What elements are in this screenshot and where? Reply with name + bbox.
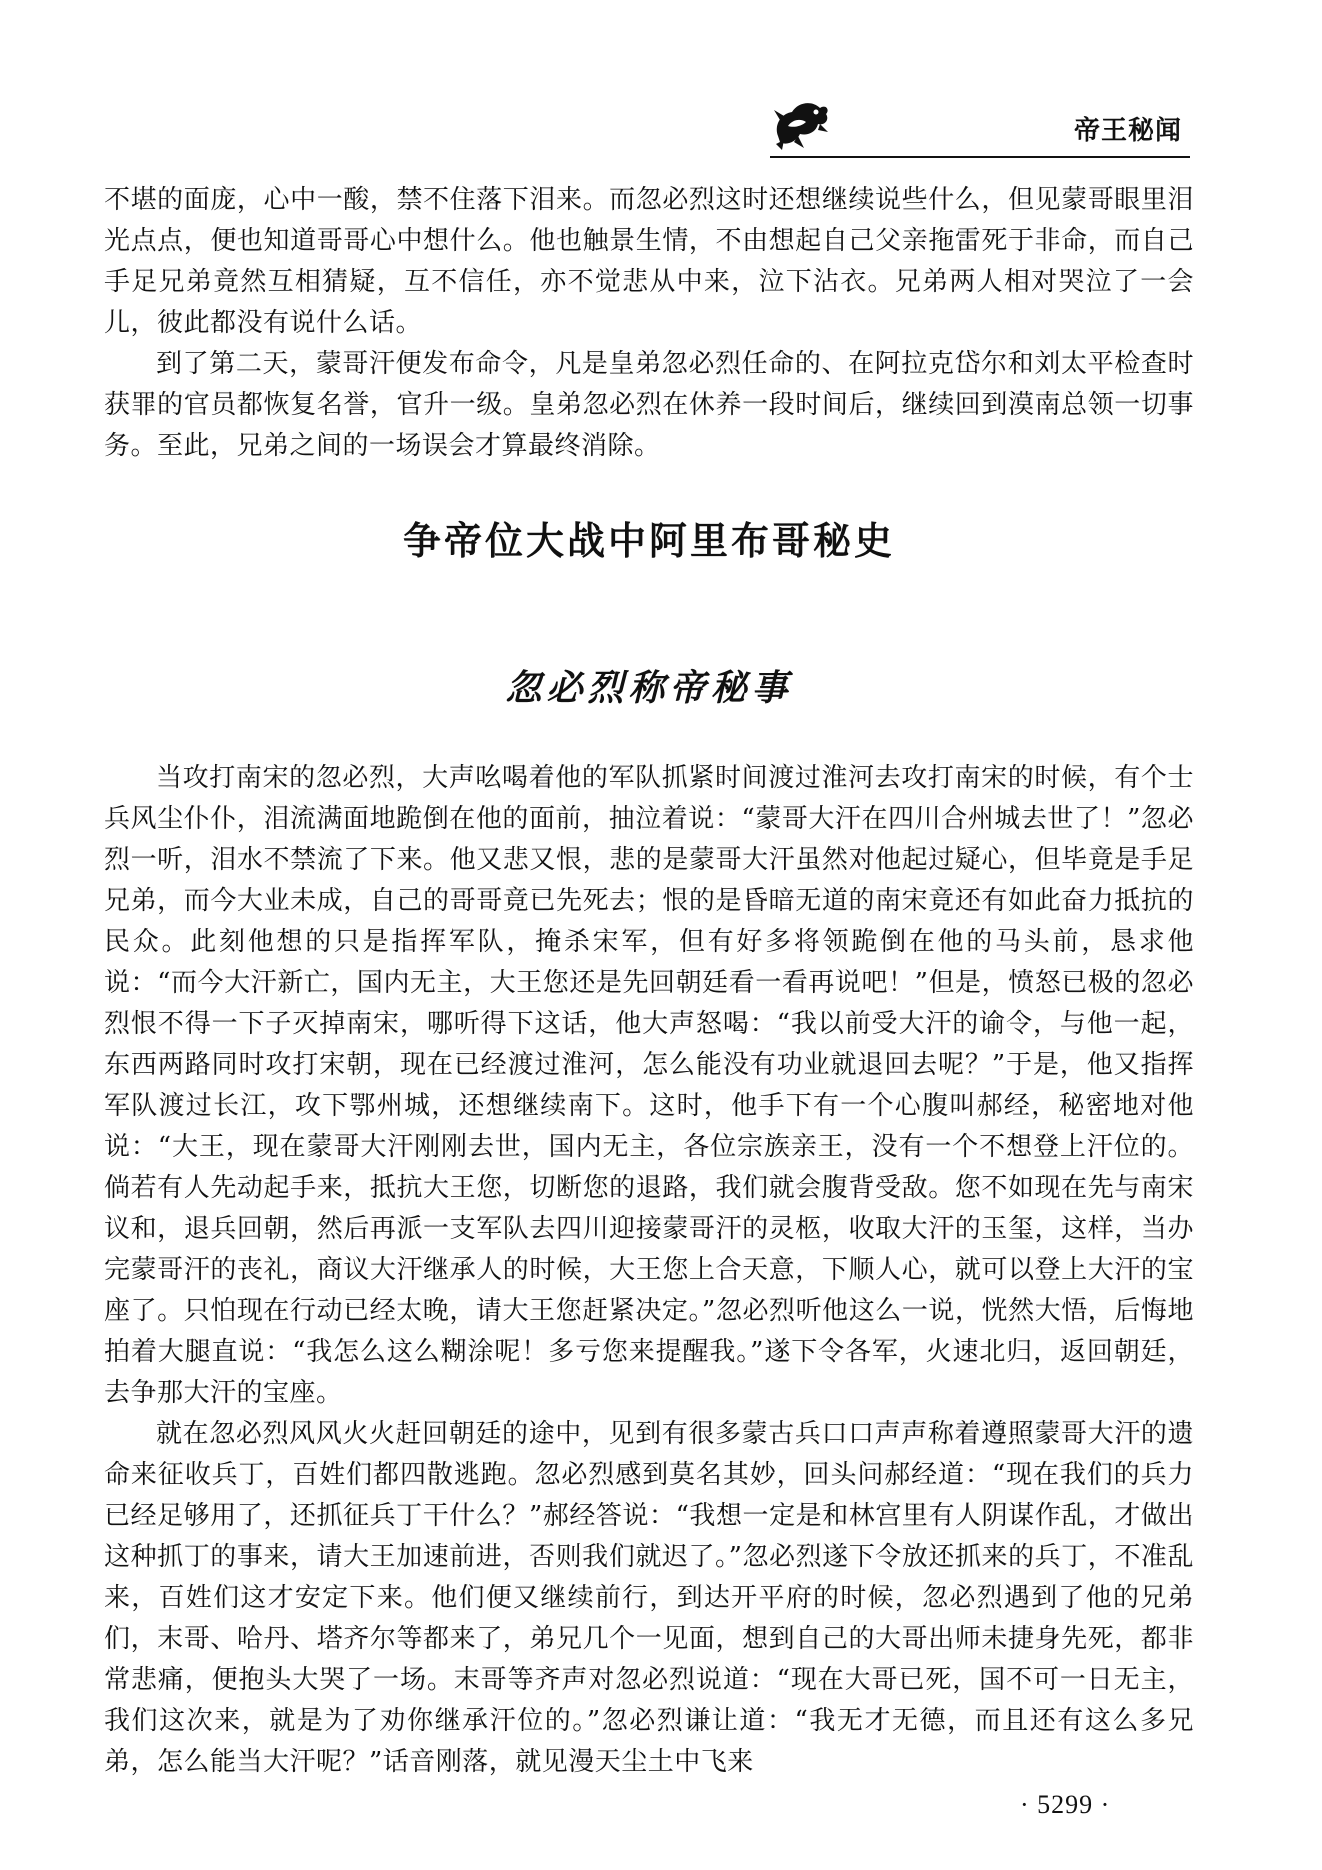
section-title: 忽必烈称帝秘事	[505, 667, 793, 709]
header-rule	[770, 156, 1190, 158]
main-text-block	[104, 758, 1194, 1783]
paragraph: 到了第二天，蒙哥汗便发布命令，凡是皇弟忽必烈任命的、在阿拉克岱尔和刘太平检查时获罪的官员都恢复名誉，官升一级。皇弟忽必烈在休养一段时间后，继续回到漠南总领一切事务。至此，兄弟之间的一场误会才算最终消除。	[104, 349, 1194, 461]
paragraph: 当攻打南宋的忽必烈，大声吆喝着他的军队抓紧时间渡过淮河去攻打南宋的时候，有个士兵风尘仆仆，泪流满面地跪倒在他的面前，抽泣着说：“蒙哥大汗在四川合州城去世了！”忽必烈一听，泪水不禁流了下来。他又悲又恨，悲的是蒙哥大汗虽然对他起过疑心，但毕竟是手足兄弟，而今大业未成，自己的哥哥竟已先死去；恨的是昏暗无道的南宋竟还有如此奋力抵抗的民众。此刻他想的只是指挥军队，掩杀宋军，但有好多将领跪倒在他的马头前，恳求他说：“而今大汗新亡，国内无主，大王您还是先回朝廷看一看再说吧！”但是，愤怒已极的忽必烈恨不得一下子灭掉南宋，哪听得下这话，他大声怒喝：“我以前受大汗的谕令，与他一起，东西两路同时攻打宋朝，现在已经渡过淮河，怎么能没有功业就退回去呢？”于是，他又指挥军队渡过长江，攻下鄂州城，还想继续南下。这时，他手下有一个心腹叫郝经，秘密地对他说：“大王，现在蒙哥大汗刚刚去世，国内无主，各位宗族亲王，没有一个不想登上汗位的。倘若有人先动起手来，抵抗大王您，切断您的退路，我们就会腹背受敌。您不如现在先与南宋议和，退兵回朝，然后再派一支军队去四川迎接蒙哥汗的灵柩，收取大汗的玉玺，这样，当办完蒙哥汗的丧礼，商议大汗继承人的时候，大王您上合天意，下顺人心，就可以登上大汗的宝座了。只怕现在行动已经太晚，请大王您赶紧决定。”忽必烈听他这么一说，恍然大悟，后悔地拍着大腿直说：“我怎么这么糊涂呢！多亏您来提醒我。”遂下令各军，火速北归，返回朝廷，去争那大汗的宝座。	[104, 763, 1194, 1408]
paragraph: 就在忽必烈风风火火赶回朝廷的途中，见到有很多蒙古兵口口声声称着遵照蒙哥大汗的遗命来征收兵丁，百姓们都四散逃跑。忽必烈感到莫名其妙，回头问郝经道：“现在我们的兵力已经足够用了，还抓征兵丁干什么？”郝经答说：“我想一定是和林宫里有人阴谋作乱，才做出这种抓丁的事来，请大王加速前进，否则我们就迟了。”忽必烈遂下令放还抓来的兵丁，不准乱来，百姓们这才安定下来。他们便又继续前行，到达开平府的时候，忽必烈遇到了他的兄弟们，末哥、哈丹、塔齐尔等都来了，弟兄几个一见面，想到自己的大哥出师未捷身先死，都非常悲痛，便抱头大哭了一场。末哥等齐声对忽必烈说道：“现在大哥已死，国不可一日无主，我们这次来，就是为了劝你继承汗位的。”忽必烈谦让道：“我无才无德，而且还有这么多兄弟，怎么能当大汗呢？”话音刚落，就见漫天尘土中飞来	[104, 1419, 1194, 1777]
dragon-icon	[770, 96, 832, 154]
paragraph: 不堪的面庞，心中一酸，禁不住落下泪来。而忽必烈这时还想继续说些什么，但见蒙哥眼里泪光点点，便也知道哥哥心中想什么。他也触景生情，不由想起自己父亲拖雷死于非命，而自己手足兄弟竟然互相猜疑，互不信任，亦不觉悲从中来，泣下沾衣。兄弟两人相对哭泣了一会儿，彼此都没有说什么话。	[104, 185, 1194, 338]
running-head: 帝王秘闻	[1073, 116, 1182, 146]
top-text-block	[104, 180, 1194, 467]
page-header	[770, 96, 1190, 158]
chapter-title: 争帝位大战中阿里布哥秘史	[402, 519, 895, 563]
page-number: · 5299 ·	[1020, 1790, 1111, 1819]
